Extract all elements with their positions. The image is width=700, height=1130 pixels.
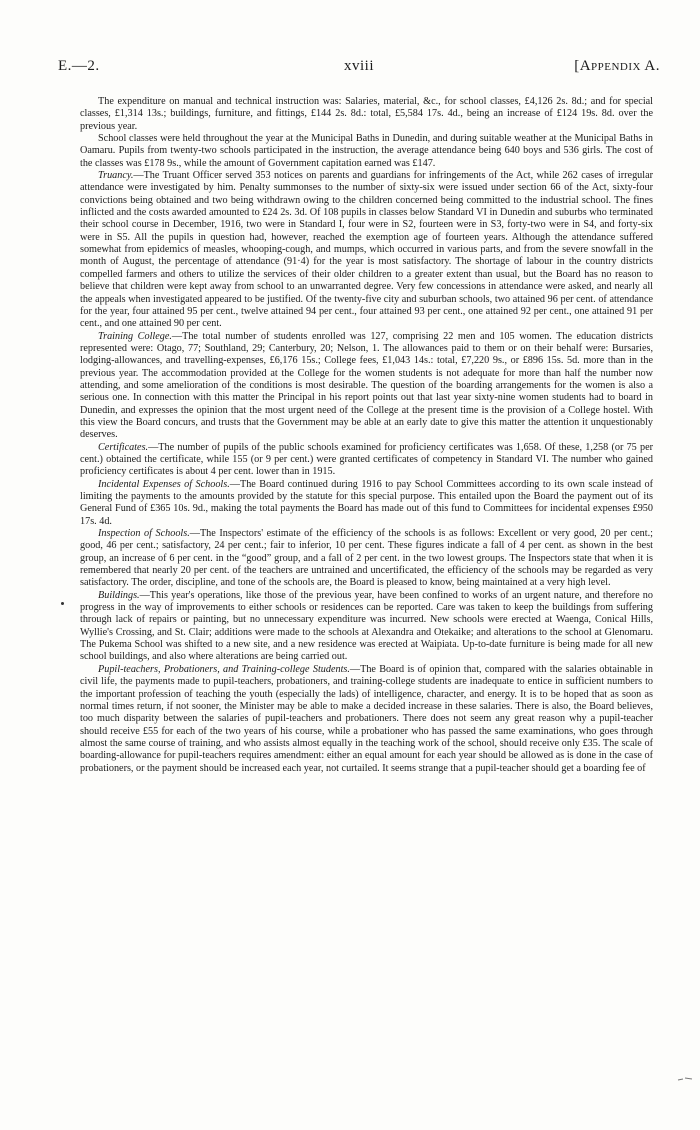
paragraph-inspection bbox=[80, 528, 653, 590]
paragraph-text: —The Inspectors' estimate of the efficiency of the schools is as follows: Excellent or very good, 20 per cent.; good, 46 per cent.; satisfactory, 24 per cent.; fair to inferior, 10 per cent. These figures indicate a fall of 4 per cent. as shown in the best group, an increase of 6 per cent. in the “good” group, and a fall of 2 per cent. in the two lowest groups. The Inspectors state that when it is remembered that nearly 20 per cent. of the teachers are untrained and uncertificated, the efficiency of the schools may be regarded as very satisfactory. The order, discipline, and tone of the schools are, the Board is pleased to know, being maintained at a very high level. bbox=[80, 528, 653, 589]
header-appendix bbox=[574, 58, 660, 75]
paragraph-certificates bbox=[80, 442, 653, 479]
paragraph-text: —The Board continued during 1916 to pay School Committees according to its own scale instead of limiting the payments to the amounts provided by the statute for this special purpose. This entailed upon the Board the payment out of its General Fund of £365 10s. 9d., making the total payments the Board has made out of this fund to Committees for incidental expenses £950 17s. 4d. bbox=[80, 478, 653, 527]
paragraph-incidental-expenses bbox=[80, 479, 653, 528]
paragraph-text: —The number of pupils of the public schools examined for proficiency certificates was 1,658. Of these, 1,258 (or 75 per cent.) obtained the certificate, while 155 (or 9 per cent.) were granted certificates of competency in Standard VI. The number who gained proficiency certificates is about 4 per cent. lower than in 1915. bbox=[80, 441, 653, 478]
header-bracket: [ bbox=[574, 58, 580, 74]
paragraph-text: —The total number of students enrolled was 127, comprising 22 men and 105 women. The education districts represented were: Otago, 77; Southland, 29; Canterbury, 20; Nelson, 1. The allowances paid to them or on their behalf were: Bursaries, lodging-allowances, and travelling-expenses, £6,176 15s.; College fees, £1,043 14s.: total, £7,220 9s., or £896 15s. 5d. more than in the previous year. The accommodation provided at the College for the women students is not adequate for more than half the number now attending, and some amelioration of the conditions is most desirable. The question of the boarding arrangements for the women is also a serious one. In connection with this matter the Principal in his report points out that last year sixty-nine women students had to board in Dunedin, and expresses the opinion that the most urgent need of the College at the present time is the provision of a College hostel. With this view the Board concurs, and trusts that the Government may be able at an early date to give this matter the attention it unquestionably deserves. bbox=[80, 330, 653, 441]
header-section-code: E.—2. bbox=[58, 58, 100, 74]
paragraph-swimming-classes bbox=[80, 133, 653, 170]
paragraph-text: School classes were held throughout the year at the Municipal Baths in Dunedin, and during suitable weather at the Municipal Baths in Oamaru. Pupils from twenty-two schools participated in the instruction, the average attendance being 640 boys and 536 girls. The cost of the classes was £178 9s., while the amount of Government capitation earned was £147. bbox=[80, 133, 653, 169]
report-body bbox=[80, 96, 653, 775]
paragraph-heading: Truancy. bbox=[98, 170, 134, 182]
paragraph-text: —The Board is of opinion that, compared with the salaries obtainable in civil life, the payments made to pupil-teachers, probationers, and training-college students are inadequate to entice in sufficient numbers to the important profession of teaching the youth (especially the lads) of intelligence, character, and energy. It is to be hoped that as soon as normal times return, if not sooner, the Minister may be able to make a decided increase in these salaries. There is also, the Board believes, too much disparity between the salaries of pupil-teachers and probationers. There does not seem any great reason why a pupil-teacher should receive £55 for each of the two years of his course, while a probationer who has passed the same examinations, who goes through almost the same course of training, and who assists almost equally in the teaching work of the school, should receive only £35. The scale of boarding-allowance for pupil-teachers requires amendment: either an equal amount for each year should be allowed as is done in the case of probationers, or the payment should be increased each year, not curtailed. It seems strange that a pupil-teacher should get a boarding fee of bbox=[80, 663, 654, 774]
paragraph-training-college bbox=[80, 331, 653, 442]
margin-dot-mark bbox=[61, 602, 64, 605]
paragraph-text: —The Truant Officer served 353 notices on parents and guardians for infringements of the Act, while 262 cases of irregular attendance were investigated by him. Penalty summonses to the number of sixty-six were issued under section 66 of the Act, sixty-four convictions being obtained and two being withdrawn owing to the children concerned being committed to the industrial school. The fines inflicted and the costs awarded amounted to £24 2s. 3d. Of 108 pupils in classes below Standard VI in Dunedin and suburbs who terminated their school course in December, 1916, two were in Standard I, four were in S2, fourteen were in S3, forty-two were in S4, and forty-six were in S5. All the pupils in question had, however, reached the exemption age of fourteen years. Although the attendance suffered somewhat from epidemics of measles, whooping-cough, and mumps, which occurred in various parts, and from the severe snowfall in the month of August, the percentage of attendance (91·4) for the year is most satisfactory. The shortage of labour in the country districts compelled farmers and others to utilize the services of their older children to a greater extent than usual, but the Board has no reason to believe that children were kept away from school to an unwarranted degree. Very few concessions in attendance were asked, and nearly all the appeals when investigated appeared to be justified. Of the twenty-five city and suburban schools, two attained 96 per cent. of attendance for the year, four attained 95 per cent., twelve attained 94 per cent., four attained 93 per cent., one attained 92 per cent., one attained 91 per cent., and one attained 90 per cent. bbox=[80, 170, 653, 330]
page-header bbox=[58, 58, 660, 78]
margin-pencil-mark bbox=[677, 1075, 693, 1083]
paragraph-heading: Training College. bbox=[98, 330, 172, 342]
paragraph-pupil-teachers bbox=[80, 664, 653, 775]
paragraph-heading: Pupil-teachers, Probationers, and Training-college Students. bbox=[98, 663, 350, 675]
paragraph-text: The expenditure on manual and technical instruction was: Salaries, material, &c., for school classes, £4,126 2s. 8d.; and for special classes, £1,314 13s.; buildings, furniture, and fittings, £144 2s. 8d.: total, £5,584 17s. 4d., being an increase of £124 19s. 8d. over the previous year. bbox=[80, 96, 653, 132]
paragraph-truancy bbox=[80, 170, 653, 330]
paragraph-heading: Inspection of Schools. bbox=[98, 528, 190, 540]
paragraph-expenditure bbox=[80, 96, 653, 133]
paragraph-text: —This year's operations, like those of the previous year, have been confined to works of an urgent nature, and therefore no progress in the way of improvements to either schools or residences can be reported. Care was taken to keep the buildings from suffering through lack of repairs or painting, but no unnecessary expenditure was incurred. New schools were erected at Waenga, Conical Hills, Wyllie's Crossing, and St. Clair; additions were made to the schools at Alexandra and Otekaike; and alterations to the school at Glenomaru. The Pukema School was shifted to a new site, and a new residence was erected at Waipiata. Up-to-date furniture is being made for all new school buildings, and also where alterations are being carried out. bbox=[80, 589, 653, 663]
paragraph-buildings bbox=[80, 590, 653, 664]
paragraph-heading: Incidental Expenses of Schools. bbox=[98, 478, 230, 490]
header-appendix-label: Appendix A. bbox=[579, 58, 660, 74]
paragraph-heading: Certificates. bbox=[98, 441, 149, 453]
paragraph-heading: Buildings. bbox=[98, 589, 140, 601]
header-page-number: xviii bbox=[343, 58, 374, 74]
